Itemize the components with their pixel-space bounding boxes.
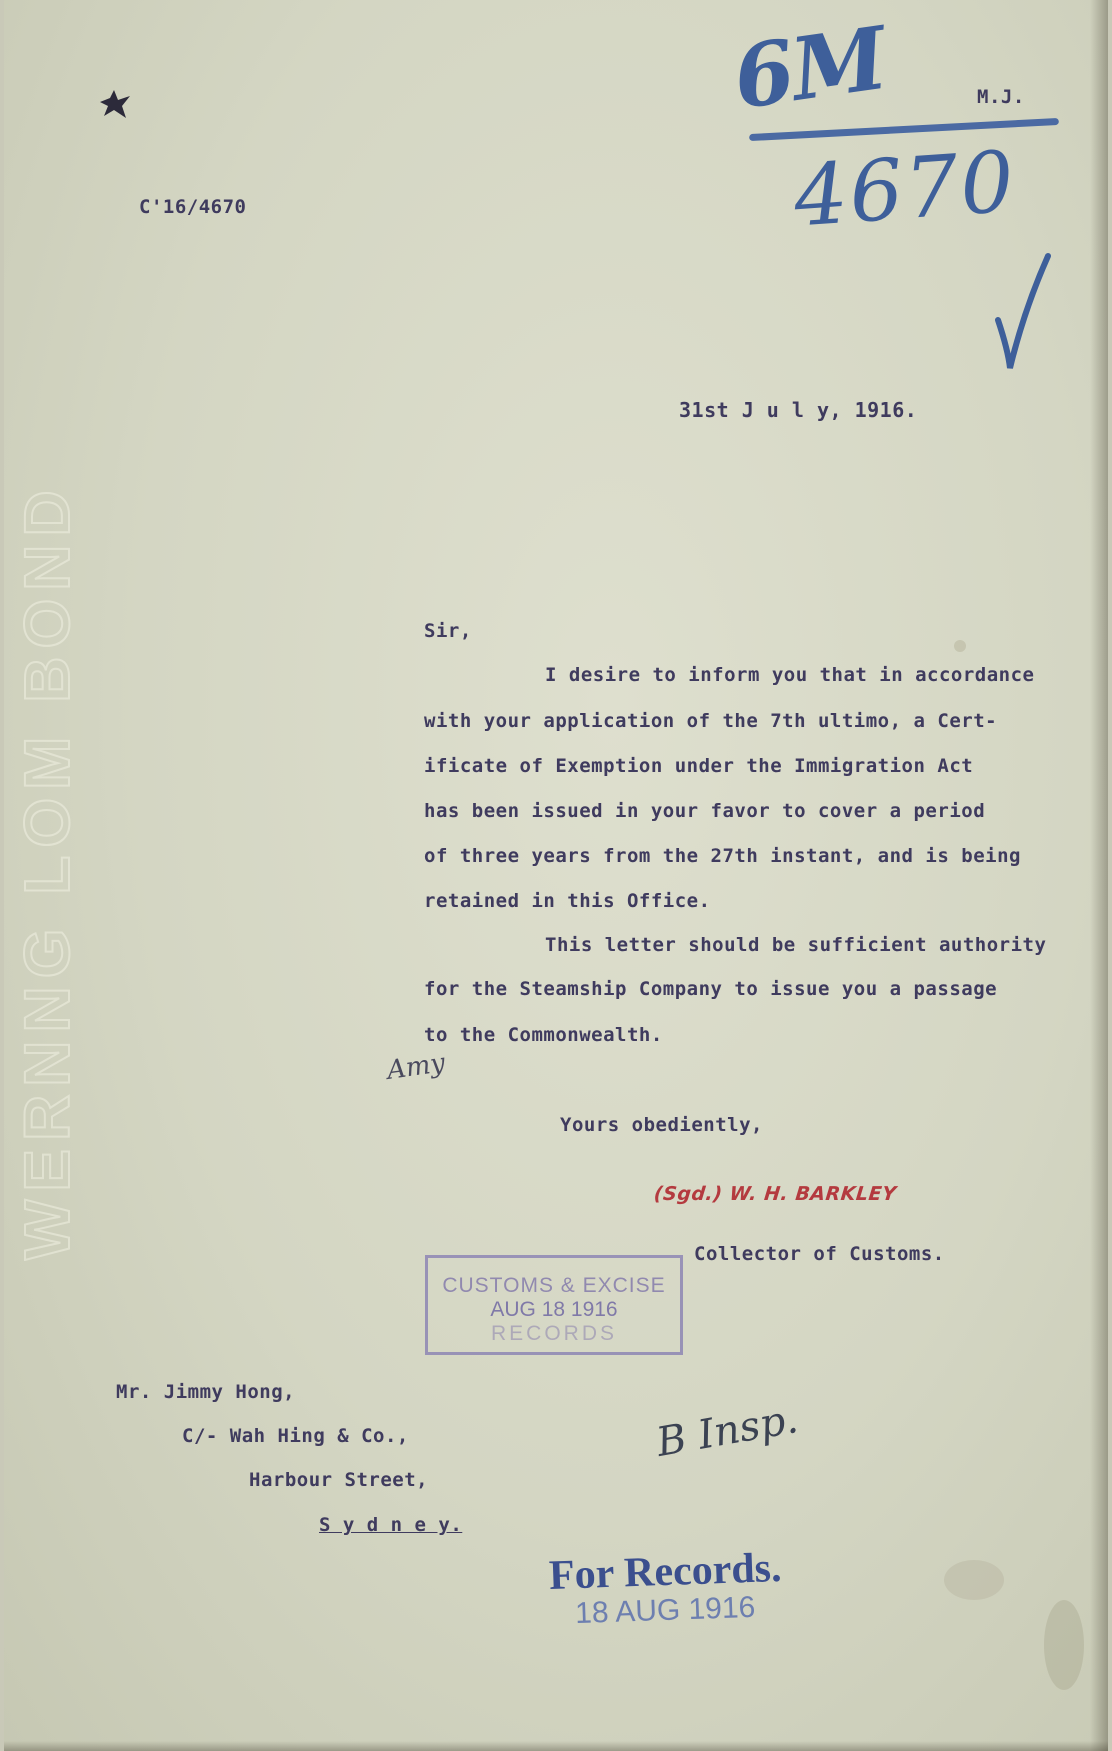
handwritten-insp-note: B Insp. — [653, 1395, 802, 1467]
handwritten-initials: Amy — [385, 1048, 447, 1086]
body-line: has been issued in your favor to cover a period — [424, 800, 986, 822]
for-records-stamp — [548, 1544, 783, 1631]
body-line: of three years from the 27th instant, and is being — [424, 845, 1021, 867]
page-edge-shadow — [4, 1741, 1108, 1751]
body-line: with your application of the 7th ultimo, a Cert- — [424, 710, 998, 732]
paper-watermark: WERNNG LOM BOND — [11, 482, 83, 1260]
body-line: This letter should be sufficient authority — [545, 934, 1047, 956]
check-mark-icon — [994, 250, 1054, 380]
stamp-date: AUG 18 1916 — [490, 1298, 618, 1321]
signatory-title: Collector of Customs. — [694, 1243, 945, 1265]
ink-blot-icon — [96, 88, 136, 122]
letter-date: 31st J u l y, 1916. — [679, 398, 918, 422]
paper-stain — [1044, 1600, 1084, 1690]
body-line: retained in this Office. — [424, 890, 711, 912]
stamp-line: CUSTOMS & EXCISE — [442, 1274, 666, 1297]
handwritten-file-code: 6M — [727, 7, 892, 130]
signature: (Sgd.) W. H. BARKLEY — [652, 1183, 898, 1205]
address-line: Harbour Street, — [249, 1469, 429, 1491]
stamp-line: RECORDS — [490, 1322, 617, 1345]
address-line: C/- Wah Hing & Co., — [182, 1425, 409, 1447]
body-line: I desire to inform you that in accordance — [545, 664, 1035, 686]
stamp-title: For Records. — [548, 1544, 783, 1600]
salutation: Sir, — [424, 620, 472, 642]
handwritten-file-number: 4670 — [790, 132, 1019, 246]
paper-stain — [954, 640, 966, 652]
document-page — [4, 0, 1108, 1751]
stamp-date: 18 AUG 1916 — [574, 1590, 756, 1631]
body-line: ificate of Exemption under the Immigration Act — [424, 755, 974, 777]
closing: Yours obediently, — [560, 1114, 763, 1136]
customs-received-stamp — [425, 1255, 683, 1355]
address-line: S y d n e y. — [319, 1514, 463, 1536]
paper-stain — [944, 1560, 1004, 1600]
file-mark: M.J. — [977, 86, 1025, 108]
page-edge-shadow — [1090, 0, 1108, 1751]
file-reference: C'16/4670 — [139, 196, 247, 218]
body-line: to the Commonwealth. — [424, 1024, 663, 1046]
address-line: Mr. Jimmy Hong, — [116, 1381, 296, 1403]
body-line: for the Steamship Company to issue you a passage — [424, 978, 998, 1000]
